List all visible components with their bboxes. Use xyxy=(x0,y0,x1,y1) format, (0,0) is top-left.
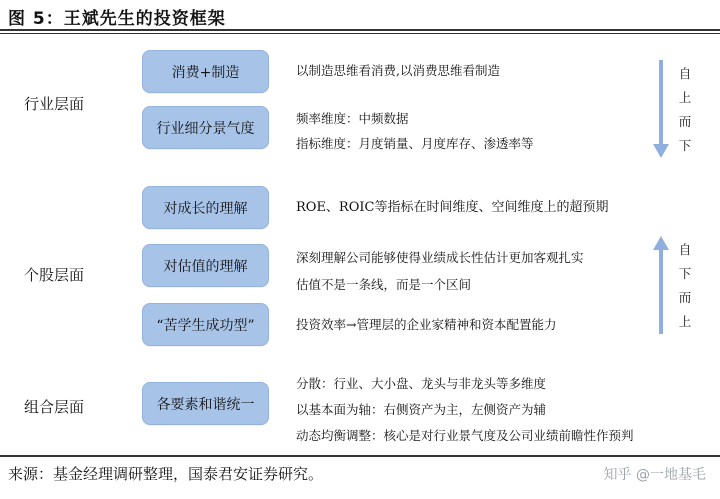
desc-deep-understanding: 深刻理解公司能够使得业绩成长性估计更加客观扎实 xyxy=(296,250,584,265)
box-harmony: 各要素和谐统一 xyxy=(142,382,269,425)
box-consumption-manufacturing: 消费+制造 xyxy=(142,50,269,93)
box-hard-working-student: “苦学生成功型” xyxy=(142,303,269,346)
box-industry-prosperity: 行业细分景气度 xyxy=(142,106,269,149)
top-down-label: 自 上 而 下 xyxy=(678,66,692,153)
bottom-up-label: 自 下 而 上 xyxy=(678,242,692,329)
desc-roe: ROE、ROIC等指标在时间维度、空间维度上的超预期 xyxy=(296,200,609,215)
bottom-rule xyxy=(0,455,720,457)
box-growth-understanding: 对成长的理解 xyxy=(142,186,269,229)
desc-frequency: 频率维度：中频数据 xyxy=(296,111,409,126)
level-industry: 行业层面 xyxy=(24,95,85,113)
desc-investment-efficiency: 投资效率→管理层的企业家精神和资本配置能力 xyxy=(296,317,557,332)
desc-diversify: 分散：行业、大小盘、龙头与非龙头等多维度 xyxy=(296,376,547,391)
down-arrow-icon xyxy=(652,60,670,160)
level-portfolio: 组合层面 xyxy=(24,398,85,416)
box-valuation-understanding: 对估值的理解 xyxy=(142,244,269,287)
desc-fundamental-axis: 以基本面为轴：右侧资产为主，左侧资产为辅 xyxy=(296,402,547,417)
up-arrow-icon xyxy=(652,236,670,336)
desc-manufacturing-thinking: 以制造思维看消费,以消费思维看制造 xyxy=(296,63,500,78)
desc-indicators: 指标维度：月度销量、月度库存、渗透率等 xyxy=(296,136,534,151)
desc-valuation-range: 估值不是一条线，而是一个区间 xyxy=(296,277,472,292)
top-rule-thin xyxy=(0,33,720,34)
source-note: 来源：基金经理调研整理，国泰君安证券研究。 xyxy=(8,465,324,483)
desc-dynamic-balance: 动态均衡调整：核心是对行业景气度及公司业绩前瞻性作预判 xyxy=(296,428,634,443)
top-rule xyxy=(0,29,720,31)
figure-title: 图 5：王斌先生的投资框架 xyxy=(8,9,226,29)
level-stock: 个股层面 xyxy=(24,266,85,284)
watermark: 知乎 @一地基毛 xyxy=(603,467,706,483)
